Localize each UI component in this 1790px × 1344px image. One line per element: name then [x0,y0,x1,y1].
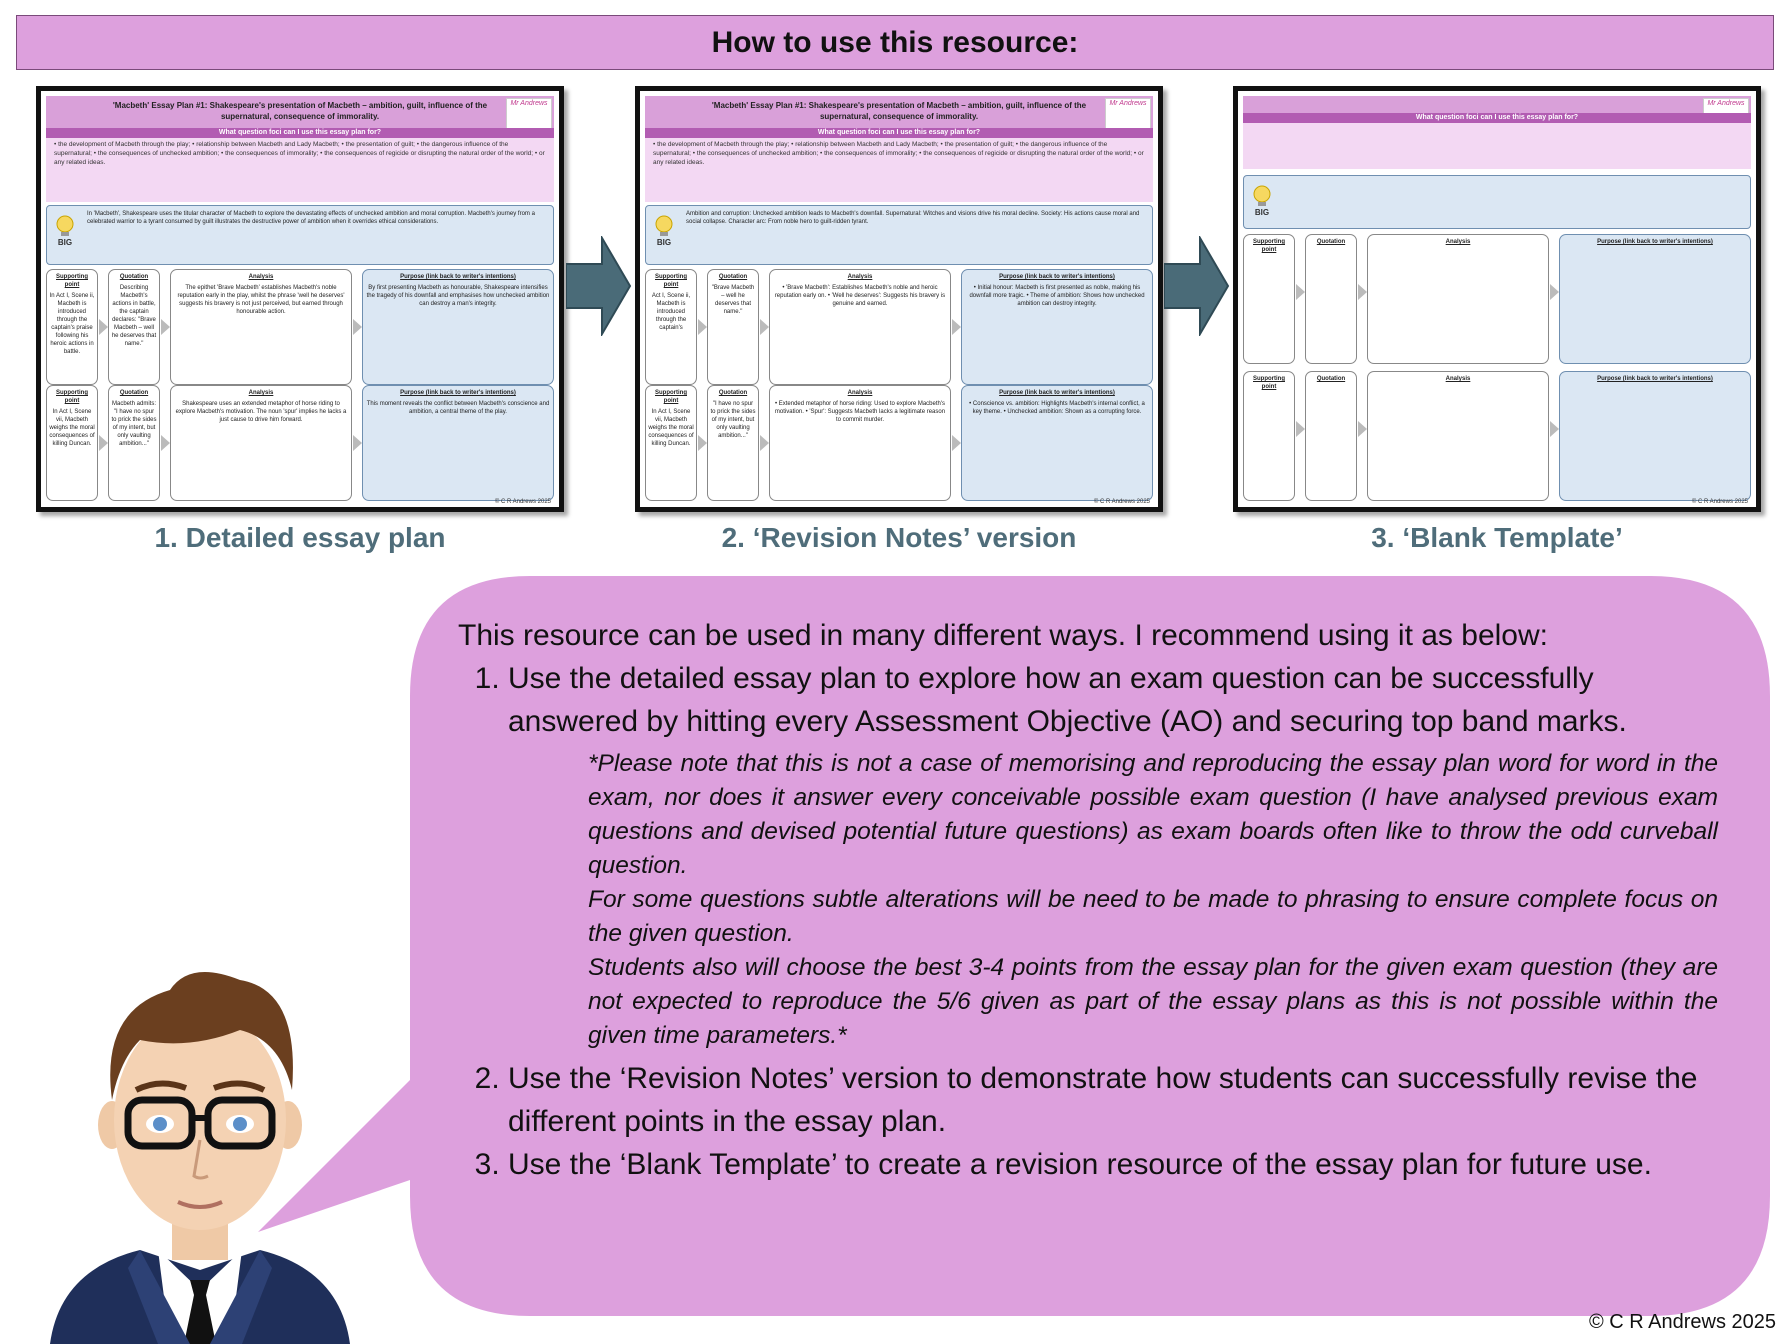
analysis-cell: Analysis • 'Brave Macbeth': Establishes Macbeth's noble and heroic reputation early on. • 'Well he deserves': Suggests his bravery is genuine and earned. [769,269,951,385]
supporting-point-cell: Supporting point In Act I, Scene ii, Macbeth is introduced through the captain's praise following his heroic actions in battle. [46,269,98,385]
instructions [458,614,1718,1186]
note-text: For some questions subtle alterations will be need to be made to phrasing to ensure complete focus on the given question. [588,886,1718,947]
quotation-cell: Quotation Macbeth admits: "I have no spur to prick the sides of my intent, but only vaulting ambition..." [108,385,160,501]
quotation-cell: Quotation [1305,371,1357,501]
svg-text:BIG: BIG [1254,208,1270,217]
thumb-subheading: What question foci can I use this essay plan for? [645,128,1153,138]
supporting-point-cell: Supporting point In Act I, Scene vii, Macbeth weighs the moral consequences of killing Duncan. [46,385,98,501]
quotation-cell: Quotation "Brave Macbeth – well he deserves that name." [707,269,759,385]
purpose-cell: Purpose (link back to writer's intentions) This moment reveals the conflict between Macbeth's conscience and ambition, a central theme of the play. [362,385,554,501]
supporting-point-cell: Supporting point In Act I, Scene vii, Macbeth weighs the moral consequences of killing Duncan. [645,385,697,501]
thumb-copyright: © C R Andrews 2025 [494,499,551,505]
logo: Mr Andrews [1703,98,1749,134]
svg-text:BIG: BIG [656,238,672,247]
thumb-heading: 'Macbeth' Essay Plan #1: Shakespeare's presentation of Macbeth – ambition, guilt, influence of the supernatural, consequence of immorality. [645,96,1153,128]
thumb-copyright: © C R Andrews 2025 [1691,499,1748,505]
supporting-point-cell: Supporting point [1243,234,1295,364]
big-idea-text: In 'Macbeth', Shakespeare uses the titular character of Macbeth to explore the devastating effects of unchecked ambition and moral corruption. Macbeth's journey from a celebrated warrior to a tyrant consumed by guilt illustrates the destructive power of ambition when it overrides ethical considerations. [87,211,535,225]
caption-blank-template: 3. ‘Blank Template’ [1371,522,1623,553]
teacher-avatar [40,950,360,1344]
quotation-cell: Quotation "I have no spur to prick the sides of my intent, but only vaulting ambition..." [707,385,759,501]
thumb-subheading: What question foci can I use this essay plan for? [1243,113,1751,123]
thumb-bullets: • the development of Macbeth through the play; • relationship between Macbeth and Lady Macbeth; • the presentation of guilt; • the dangerous influence of the supernatural; • the consequences of unchecked ambition; • the consequences of immorality; • the consequences of regicide or disrupting the natural order of the world; • or any related ideas. [645,138,1153,202]
purpose-cell: Purpose (link back to writer's intentions) • Initial honour: Macbeth is first presented as noble, making his downfall more tragic. • Theme of ambition: Shows how unchecked ambition can destroy integrity. [961,269,1153,385]
big-idea-text: Ambition and corruption: Unchecked ambition leads to Macbeth's downfall. Supernatural: Witches and visions drive his moral decline. Society: His actions cause moral and social collapse. Character arc: From noble hero to guilt-ridden tyrant. [686,211,1140,225]
purpose-cell: Purpose (link back to writer's intentions) • Conscience vs. ambition: Highlights Macbeth's internal conflict, a key theme. • Unchecked ambition: Shown as a corrupting force. [961,385,1153,501]
copyright: © C R Andrews 2025 [1588,1311,1776,1333]
caption-revision-notes: 2. ‘Revision Notes’ version [721,522,1077,553]
note-block [588,747,1718,1053]
step-3: 3. Use the ‘Blank Template’ to create a revision resource of the essay plan for future use. [508,1143,1718,1186]
purpose-cell: Purpose (link back to writer's intentions) [1559,234,1751,364]
steps-list [458,657,1718,1186]
note-text: *Please note that this is not a case of memorising and reproducing the essay plan word for word in the exam, nor does it answer every conceivable possible exam question (I have analysed previous exam questions and devised potential future questions) as exam boards often like to throw the odd curveball question. [588,750,1718,879]
quotation-cell: Quotation Describing Macbeth's actions in battle, the captain declares: "Brave Macbeth – well he deserves that name." [108,269,160,385]
logo: Mr Andrews [1105,98,1151,134]
svg-text:BIG: BIG [57,238,73,247]
thumb-copyright: © C R Andrews 2025 [1093,499,1150,505]
intro-text: This resource can be used in many different ways. I recommend using it as below: [458,619,1548,652]
thumb-subheading: What question foci can I use this essay plan for? [46,128,554,138]
supporting-point-cell: Supporting point [1243,371,1295,501]
analysis-cell: Analysis Shakespeare uses an extended metaphor of horse riding to explore Macbeth's motivation. The noun 'spur' implies he lacks a just cause to drive him forward. [170,385,352,501]
analysis-cell: Analysis • Extended metaphor of horse riding: Used to explore Macbeth's motivation. • 'Spur': Suggests Macbeth lacks a legitimate reason to commit murder. [769,385,951,501]
step-1: 1. Use the detailed essay plan to explore how an exam question can be successfully answered by hitting every Assessment Objective (AO) and securing top band marks. *Please note that this is not a case of memorising and reproducing the essay plan word for word in the exam, nor does it answer every conceivable possible exam question (I have analysed previous exam questions and devised potential future questions) as exam boards often like to throw the odd curveball question. For some questions subtle alterations will be need to be made to phrasing to ensure complete focus on the given question. Students also will choose the best 3-4 points from the essay plan for the given exam question (they are not expected to reproduce the 5/6 given as part of the essay plans as this is not possible within the given time parameters.* [508,657,1718,1053]
thumb-heading: 'Macbeth' Essay Plan #1: Shakespeare's presentation of Macbeth – ambition, guilt, influence of the supernatural, consequence of immorality. [46,96,554,128]
supporting-point-cell: Supporting point Act I, Scene ii, Macbeth is introduced through the captain's [645,269,697,385]
thumb-bullets: • the development of Macbeth through the play; • relationship between Macbeth and Lady Macbeth; • the presentation of guilt; • the dangerous influence of the supernatural; • the consequences of unchecked ambition; • the consequences of immorality; • the consequences of regicide or disrupting the natural order of the world; • or any related ideas. [46,138,554,202]
step-2: 2. Use the ‘Revision Notes’ version to demonstrate how students can successfully revise the different points in the essay plan. [508,1057,1718,1143]
analysis-cell: Analysis The epithet 'Brave Macbeth' establishes Macbeth's noble reputation early in the play, whilst the phrase 'well he deserves' suggests his bravery is not just perceived, but earned through honourable action. [170,269,352,385]
logo: Mr Andrews [506,98,552,134]
analysis-cell: Analysis [1367,371,1549,501]
analysis-cell: Analysis [1367,234,1549,364]
page-title: How to use this resource: [16,15,1774,70]
note-text: Students also will choose the best 3-4 points from the essay plan for the given exam question (they are not expected to reproduce the 5/6 given as part of the essay plans as this is not possible within the given time parameters.* [588,954,1718,1049]
quotation-cell: Quotation [1305,234,1357,364]
purpose-cell: Purpose (link back to writer's intentions) By first presenting Macbeth as honourable, Shakespeare intensifies the tragedy of his downfall and emphasises how unchecked ambition can destroy a man's integrity. [362,269,554,385]
caption-detailed-plan: 1. Detailed essay plan [154,522,446,553]
purpose-cell: Purpose (link back to writer's intentions) [1559,371,1751,501]
